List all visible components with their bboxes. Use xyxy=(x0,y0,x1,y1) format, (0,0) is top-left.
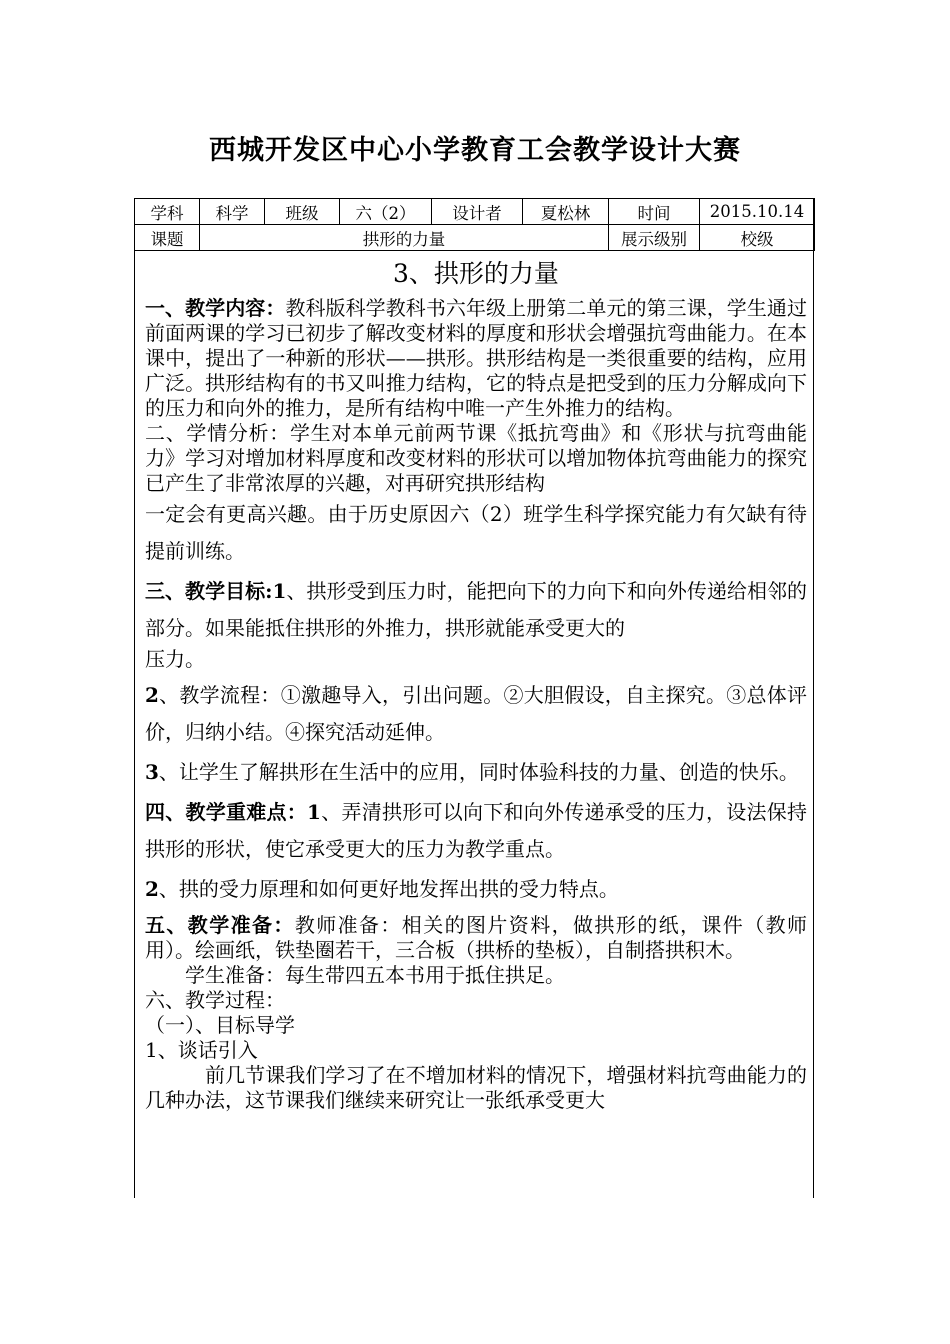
section-heading: 四、教学重难点：1 xyxy=(145,800,321,824)
section-teaching-content xyxy=(145,296,807,421)
process-subheading-2: 1、谈话引入 xyxy=(145,1038,258,1062)
class-label: 班级 xyxy=(265,199,340,225)
section-learner-analysis-a: 二、学情分析：学生对本单元前两节课《抵抗弯曲》和《形状与抗弯曲能力》学习对增加材料厚度和改变材料的形状可以增加物体抗弯曲能力的探究已产生了非常浓厚的兴趣，对再研究拱形结构 xyxy=(145,421,807,495)
section-text: 、弄清拱形可以向下和向外传递承受的压力，设法保持拱形的形状，使它承受更大的压力为教学重点。 xyxy=(145,800,807,861)
designer-value: 夏松林 xyxy=(523,199,609,225)
item-number: 2 xyxy=(145,877,159,901)
topic-label: 课题 xyxy=(135,225,200,251)
item-number: 3 xyxy=(145,760,159,784)
designer-label: 设计者 xyxy=(432,199,523,225)
level-value: 校级 xyxy=(700,225,815,251)
level-label: 展示级别 xyxy=(609,225,700,251)
section-heading: 三、教学目标:1 xyxy=(145,579,287,603)
student-preparation: 学生准备：每生带四五本书用于抵住拱足。 xyxy=(185,963,565,987)
lesson-title: 3、拱形的力量 xyxy=(393,259,559,288)
section-preparation xyxy=(145,913,807,963)
topic-value: 拱形的力量 xyxy=(200,225,609,251)
section-heading: 五、教学准备： xyxy=(145,913,295,937)
section-text: 教师准备：相关的图片资料，做拱形的纸，课件（教师用）。绘画纸，铁垫圈若干，三合板（拱桥的垫板），自制搭拱积木。 xyxy=(145,913,808,962)
section-text: 教科版科学教科书六年级上册第二单元的第三课，学生通过前面两课的学习已初步了解改变材料的厚度和形状会增强抗弯曲能力。在本课中，提出了一种新的形状——拱形。拱形结构是一类很重要的结构，应用广泛。拱形结构有的书又叫推力结构，它的特点是把受到的压力分解成向下的压力和向外的推力，是所有结构中唯一产生外推力的结构。 xyxy=(145,296,807,420)
section-key-points xyxy=(145,794,807,868)
info-table xyxy=(134,198,815,251)
section-learner-analysis-b: 一定会有更高兴趣。由于历史原因六（2）班学生科学探究能力有欠缺有待提前训练。 xyxy=(145,502,807,563)
subject-label: 学科 xyxy=(135,199,200,225)
section-teaching-goals xyxy=(145,573,807,647)
document-title: 西城开发区中心小学教育工会教学设计大赛 xyxy=(209,135,741,166)
key-point-item-2 xyxy=(145,871,807,908)
goal-item-2 xyxy=(145,677,807,751)
section-heading: 一、教学内容： xyxy=(145,296,286,320)
info-row-1 xyxy=(135,199,815,225)
lesson-content xyxy=(145,252,807,1113)
item-text: 、拱的受力原理和如何更好地发挥出拱的受力特点。 xyxy=(158,877,619,901)
time-label: 时间 xyxy=(609,199,700,225)
time-value: 2015.10.14 xyxy=(700,199,815,225)
section-teaching-goals-end: 压力。 xyxy=(145,647,205,671)
section-process-heading: 六、教学过程： xyxy=(145,988,285,1012)
class-value: 六（2） xyxy=(340,199,432,225)
goal-item-3 xyxy=(145,754,807,791)
item-number: 2 xyxy=(145,683,159,707)
info-row-2 xyxy=(135,225,815,251)
item-text: 、教学流程：①激趣导入，引出问题。②大胆假设，自主探究。③总体评价，归纳小结。④探究活动延伸。 xyxy=(145,683,807,744)
subject-value: 科学 xyxy=(200,199,265,225)
process-subheading-1: （一）、目标导学 xyxy=(145,1013,295,1037)
item-text: 、让学生了解拱形在生活中的应用，同时体验科技的力量、创造的快乐。 xyxy=(158,760,799,784)
section-text: 、拱形受到压力时，能把向下的力向下和向外传递给相邻的部分。如果能抵住拱形的外推力，拱形就能承受更大的 xyxy=(145,579,807,640)
process-text: 前几节课我们学习了在不增加材料的情况下，增强材料抗弯曲能力的几种办法，这节课我们继续来研究让一张纸承受更大 xyxy=(145,1063,807,1112)
